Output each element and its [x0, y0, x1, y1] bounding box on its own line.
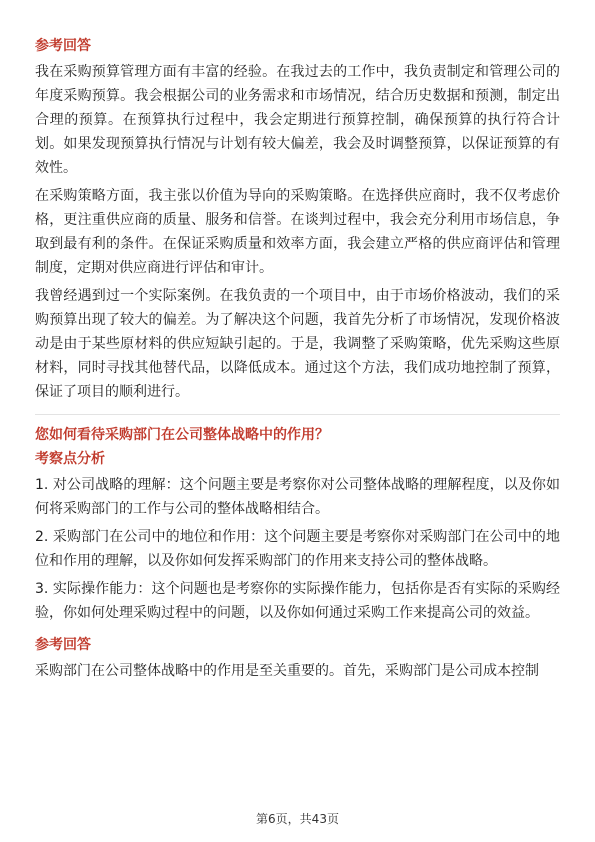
answer-paragraph: 采购部门在公司整体战略中的作用是至关重要的。首先，采购部门是公司成本控制 — [35, 663, 539, 679]
analysis-item: 3. 实际操作能力：这个问题也是考察你的实际操作能力，包括你是否有实际的采购经验，你如何处理采购过程中的问题，以及你如何通过采购工作来提高公司的效益。 — [35, 581, 560, 621]
question-title: 您如何看待采购部门在公司整体战略中的作用？ — [35, 427, 329, 443]
answer-paragraph: 在采购策略方面，我主张以价值为导向的采购策略。在选择供应商时，我不仅考虑价格，更注重供应商的质量、服务和信誉。在谈判过程中，我会充分利用市场信息，争取到最有利的条件。在保证采购质量和效率方面，我会建立严格的供应商评估和管理制度，定期对供应商进行评估和审计。 — [35, 188, 560, 276]
reference-answer-heading: 参考回答 — [35, 637, 91, 653]
answer-paragraph: 我在采购预算管理方面有丰富的经验。在我过去的工作中，我负责制定和管理公司的年度采购预算。我会根据公司的业务需求和市场情况，结合历史数据和预测，制定出合理的预算。在预算执行过程中，我会定期进行预算控制，确保预算的执行符合计划。如果发现预算执行情况与计划有较大偏差，我会及时调整预算，以保证预算的有效性。 — [35, 64, 560, 176]
section-divider — [35, 414, 560, 415]
answer-paragraph: 我曾经遇到过一个实际案例。在我负责的一个项目中，由于市场价格波动，我们的采购预算出现了较大的偏差。为了解决这个问题，我首先分析了市场情况，发现价格波动是由于某些原材料的供应短缺引起的。于是，我调整了采购策略，优先采购这些原材料，同时寻找其他替代品，以降低成本。通过这个方法，我们成功地控制了预算，保证了项目的顺利进行。 — [35, 288, 560, 400]
analysis-item: 2. 采购部门在公司中的地位和作用：这个问题主要是考察你对采购部门在公司中的地位和作用的理解，以及你如何发挥采购部门的作用来支持公司的整体战略。 — [35, 529, 560, 569]
analysis-heading: 考察点分析 — [35, 451, 105, 467]
page-number: 第6页，共43页 — [256, 812, 339, 826]
reference-answer-heading: 参考回答 — [35, 38, 91, 54]
analysis-item: 1. 对公司战略的理解：这个问题主要是考察你对公司整体战略的理解程度，以及你如何将采购部门的工作与公司的整体战略相结合。 — [35, 477, 560, 517]
page-content — [35, 36, 560, 687]
